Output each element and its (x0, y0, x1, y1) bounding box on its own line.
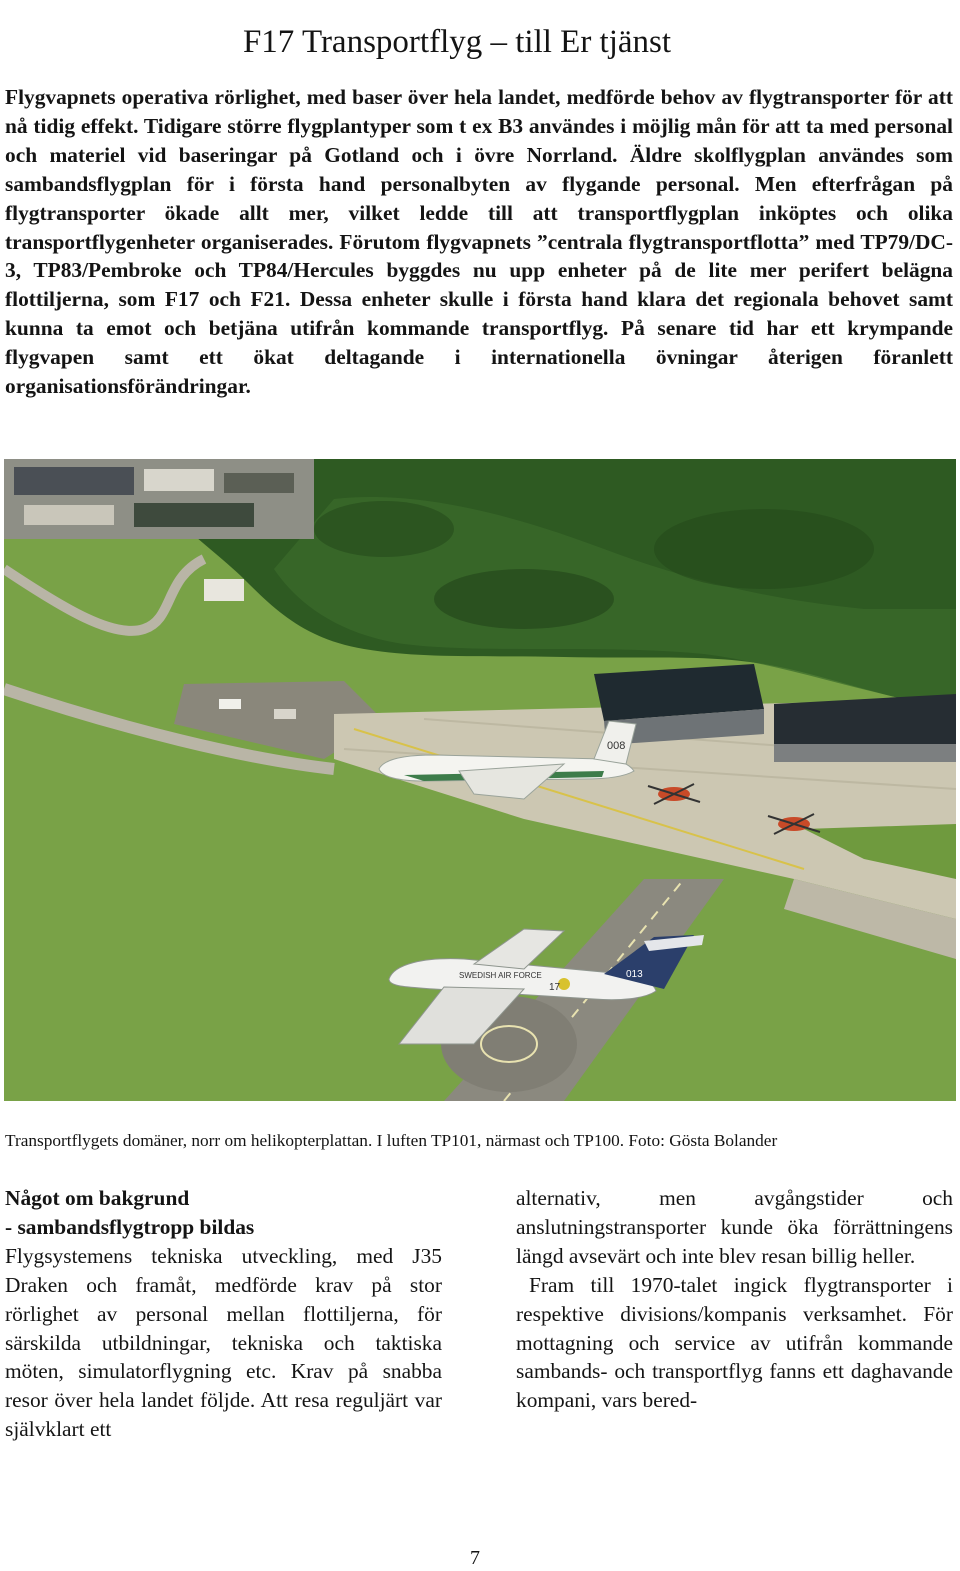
tree-cluster (654, 509, 874, 589)
photo-caption: Transportflygets domäner, norr om helikopterplattan. I luften TP101, närmast och TP100. Foto: Gösta Bolander (5, 1131, 778, 1150)
page-number: 7 (470, 1547, 480, 1569)
right-column-paragraph-2: Fram till 1970-talet ingick flygtransporter i respektive divisions/kompanis verksamhet. För mottagning och service av utifrån kommande sambands- och transportflyg fanns ett daghavande kompani, vars bered- (516, 1272, 953, 1413)
intro-paragraph: Flygvapnets operativa rörlighet, med baser över hela landet, medförde behov av flygtransporter för att nå tidig effekt. Tidigare större flygplantyper som t ex B3 användes i möjlig mån för att ta med personal och materiel vid baseringar på Gotland och i övre Norrland. Äldre skolflygplan användes som sambandsflygplan för i första hand personalbyten av flygande personal. Men efterfrågan på flygtransporter ökade allt mer, vilket ledde till att transportflygplan inköptes och olika transportflygenheter organiserades. Förutom flygvapnets ”centrala flygtransportflotta” med TP79/DC-3, TP83/Pembroke och TP84/Hercules byggdes nu upp enheter på de lite mer perifert belägna flottiljerna, som F17 och F21. Dessa enheter skulle i första hand klara det regionala behovet samt kunna ta emot och betjäna utifrån kommande transportflyg. På senare tid har ett krympande flygvapen samt ett ökat deltagande i internationella övningar återigen föranlett organisationsförändringar. (5, 85, 953, 399)
section-heading: Något om bakgrund (5, 1186, 190, 1210)
section-subheading: - sambandsflygtropp bildas (5, 1214, 255, 1239)
aircraft-tail-number: 008 (607, 740, 626, 752)
building (144, 469, 214, 491)
left-column-text: Flygsystemens tekniska utveckling, med J35 Draken och framåt, medförde krav på stor rörlighet av personal mellan flottiljerna, för särskilda utbildningar, tekniska och taktiska möten, simulatorflygning etc. Krav på snabba resor över hela landet följde. Att resa reguljärt var självklart ett (5, 1243, 442, 1442)
building (14, 467, 134, 495)
right-column-paragraph-1: alternativ, men avgångstider och anslutningstransporter kunde öka förrättningens längd avsevärt och inte blev resan billig heller. (516, 1186, 953, 1268)
aircraft-fuselage-number: 17 (549, 982, 561, 993)
aircraft-tail-number: 013 (626, 969, 643, 980)
page-title: F17 Transportflyg – till Er tjänst (242, 24, 672, 61)
building (204, 579, 244, 601)
tree-cluster (434, 569, 614, 629)
left-column (5, 1184, 442, 1444)
right-column (516, 1184, 953, 1415)
building (24, 505, 114, 525)
parked-aircraft (219, 699, 241, 709)
aircraft-side-marking: SWEDISH AIR FORCE (459, 971, 542, 980)
parked-aircraft (274, 709, 296, 719)
tree-cluster (314, 501, 454, 557)
hangar-doors (774, 744, 956, 762)
aerial-photo (4, 459, 956, 1101)
building (134, 503, 254, 527)
building (224, 473, 294, 493)
